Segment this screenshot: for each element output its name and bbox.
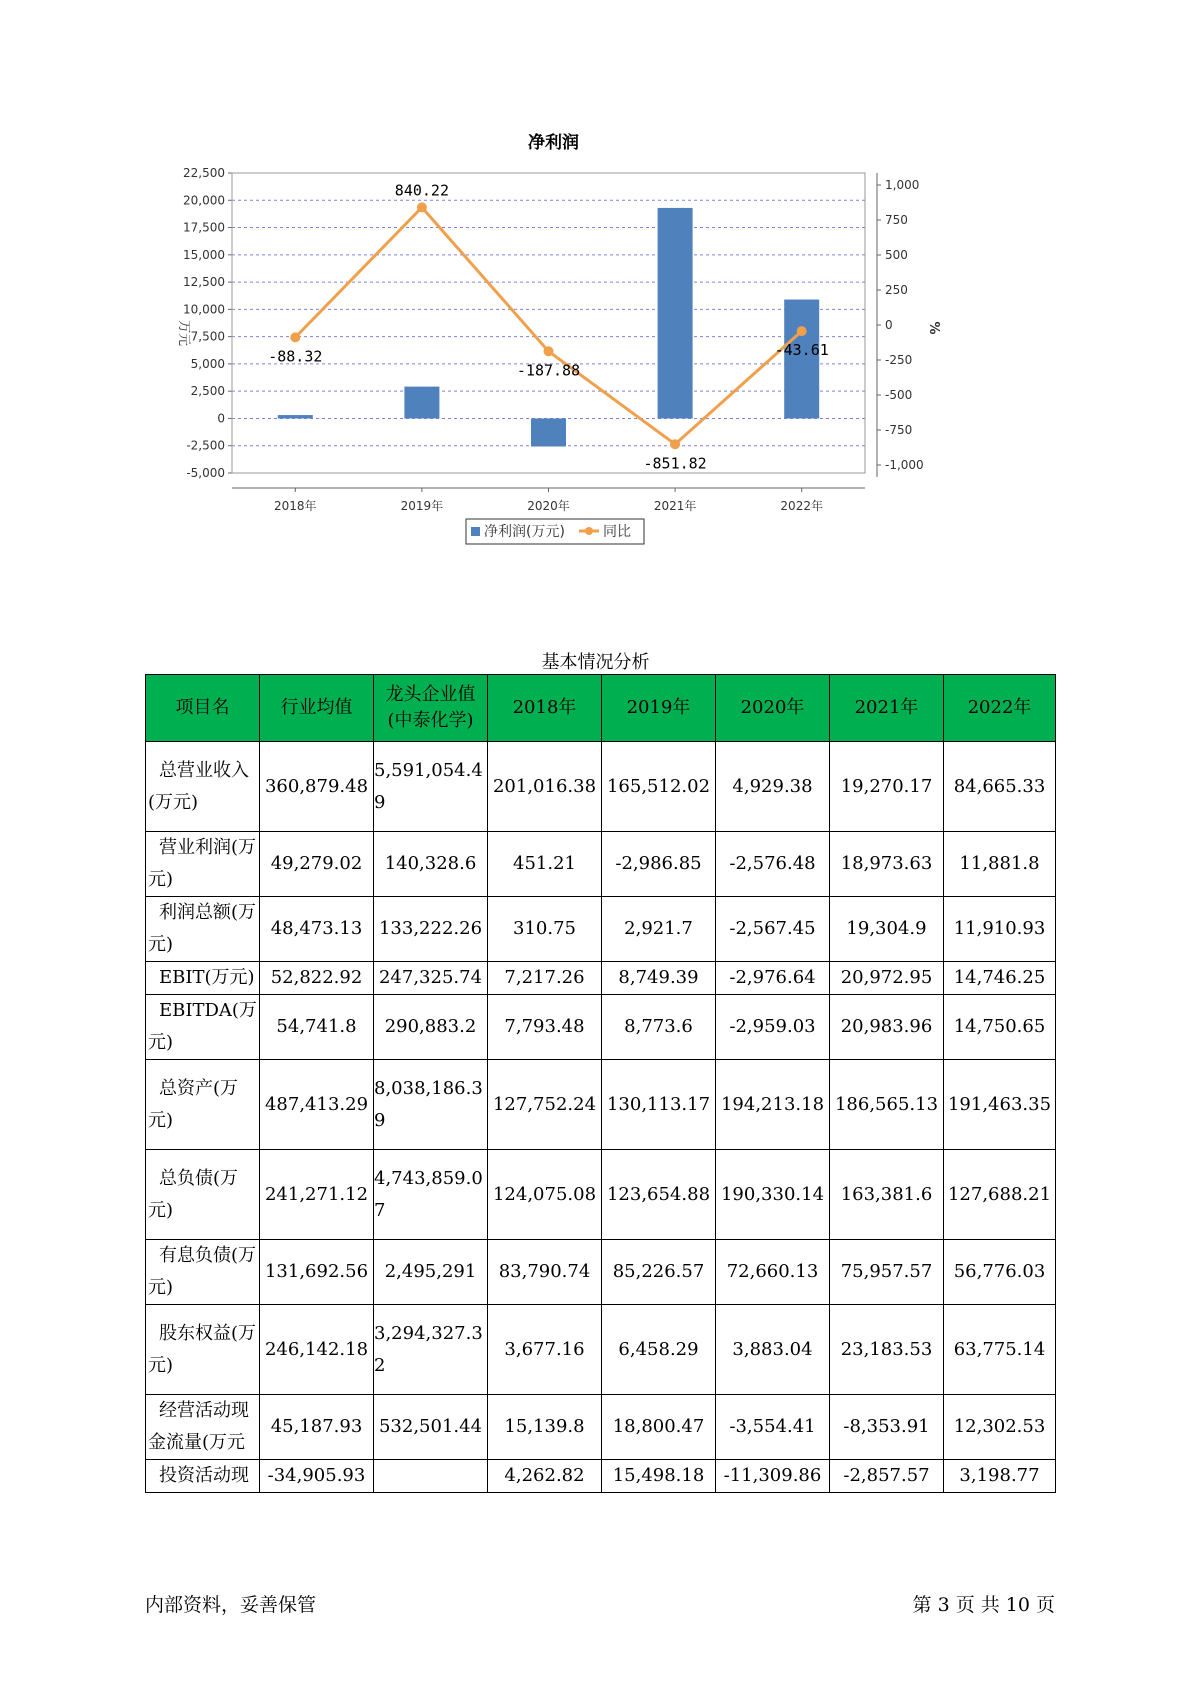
- y-tick-label-right: -750: [885, 423, 913, 437]
- table-row: [146, 1460, 1056, 1493]
- header-cell: 项目名: [146, 675, 260, 742]
- value-cell: 3,883.04: [716, 1305, 830, 1395]
- chart-canvas: [170, 125, 1030, 595]
- header-cell: 2020年: [716, 675, 830, 742]
- row-label-cell: 总负债(万元): [146, 1150, 260, 1240]
- y-tick-label-left: 15,000: [183, 247, 225, 262]
- y-tick-label-right: 1,000: [885, 178, 920, 192]
- value-cell: -2,857.57: [830, 1460, 944, 1493]
- value-cell: 194,213.18: [716, 1060, 830, 1150]
- value-cell: 75,957.57: [830, 1240, 944, 1305]
- value-cell: 532,501.44: [374, 1395, 488, 1460]
- y-axis-title-right: %: [926, 321, 941, 335]
- value-cell: 6,458.29: [602, 1305, 716, 1395]
- y-tick-label-left: 17,500: [183, 220, 225, 235]
- value-cell: 247,325.74: [374, 962, 488, 995]
- value-cell: 127,752.24: [488, 1060, 602, 1150]
- y-tick-label-right: -250: [885, 353, 913, 367]
- header-cell: 行业均值: [260, 675, 374, 742]
- value-cell: 54,741.8: [260, 995, 374, 1060]
- row-label-cell: EBITDA(万元): [146, 995, 260, 1060]
- y-tick-label-right: 0: [885, 318, 893, 332]
- value-cell: -2,959.03: [716, 995, 830, 1060]
- value-cell: 3,677.16: [488, 1305, 602, 1395]
- y-tick-label-right: 250: [885, 283, 908, 297]
- value-cell: 124,075.08: [488, 1150, 602, 1240]
- value-cell: 8,773.6: [602, 995, 716, 1060]
- yoy-line: [295, 207, 801, 444]
- value-cell: 140,328.6: [374, 832, 488, 897]
- bar: [404, 387, 439, 419]
- value-cell: 15,139.8: [488, 1395, 602, 1460]
- value-cell: 4,743,859.07: [374, 1150, 488, 1240]
- row-label-cell: 投资活动现: [146, 1460, 260, 1493]
- table-row: [146, 1305, 1056, 1395]
- footer-confidential-note: 内部资料，妥善保管: [145, 1594, 317, 1616]
- value-cell: 241,271.12: [260, 1150, 374, 1240]
- row-label-cell: 经营活动现金流量(万元: [146, 1395, 260, 1460]
- value-cell: 190,330.14: [716, 1150, 830, 1240]
- data-label: -851.82: [643, 454, 707, 473]
- value-cell: -34,905.93: [260, 1460, 374, 1493]
- value-cell: 23,183.53: [830, 1305, 944, 1395]
- value-cell: 7,793.48: [488, 995, 602, 1060]
- table-header-row: [146, 675, 1056, 742]
- value-cell: 15,498.18: [602, 1460, 716, 1493]
- table-row: [146, 1060, 1056, 1150]
- value-cell: -11,309.86: [716, 1460, 830, 1493]
- header-cell: 2018年: [488, 675, 602, 742]
- footer-page-number: 第 3 页 共 10 页: [912, 1594, 1055, 1616]
- y-tick-label-right: -500: [885, 388, 913, 402]
- value-cell: 127,688.21: [944, 1150, 1056, 1240]
- value-cell: 45,187.93: [260, 1395, 374, 1460]
- value-cell: 3,294,327.32: [374, 1305, 488, 1395]
- value-cell: 4,262.82: [488, 1460, 602, 1493]
- y-tick-label-left: 20,000: [183, 193, 225, 208]
- value-cell: 19,270.17: [830, 742, 944, 832]
- value-cell: 18,800.47: [602, 1395, 716, 1460]
- bar: [658, 208, 693, 419]
- table-row: [146, 1150, 1056, 1240]
- table-row: [146, 995, 1056, 1060]
- value-cell: -2,986.85: [602, 832, 716, 897]
- value-cell: -3,554.41: [716, 1395, 830, 1460]
- value-cell: 83,790.74: [488, 1240, 602, 1305]
- value-cell: 487,413.29: [260, 1060, 374, 1150]
- header-cell: 2021年: [830, 675, 944, 742]
- row-label-cell: 营业利润(万元): [146, 832, 260, 897]
- value-cell: 56,776.03: [944, 1240, 1056, 1305]
- value-cell: -2,976.64: [716, 962, 830, 995]
- value-cell: 8,038,186.39: [374, 1060, 488, 1150]
- value-cell: 7,217.26: [488, 962, 602, 995]
- yoy-point: [797, 326, 807, 336]
- value-cell: 72,660.13: [716, 1240, 830, 1305]
- table-row: [146, 742, 1056, 832]
- net-profit-chart: [170, 125, 1030, 595]
- row-label-cell: EBIT(万元): [146, 962, 260, 995]
- value-cell: 8,749.39: [602, 962, 716, 995]
- value-cell: -2,567.45: [716, 897, 830, 962]
- header-cell: 2022年: [944, 675, 1056, 742]
- value-cell: 2,921.7: [602, 897, 716, 962]
- row-label-cell: 总营业收入(万元): [146, 742, 260, 832]
- x-tick-label: 2022年: [780, 499, 823, 513]
- value-cell: 49,279.02: [260, 832, 374, 897]
- value-cell: 84,665.33: [944, 742, 1056, 832]
- yoy-point: [670, 439, 680, 449]
- value-cell: -8,353.91: [830, 1395, 944, 1460]
- data-label: 840.22: [394, 181, 449, 200]
- value-cell: 123,654.88: [602, 1150, 716, 1240]
- value-cell: 14,746.25: [944, 962, 1056, 995]
- value-cell: 12,302.53: [944, 1395, 1056, 1460]
- yoy-point: [544, 346, 554, 356]
- value-cell: 451.21: [488, 832, 602, 897]
- table-row: [146, 962, 1056, 995]
- row-label-cell: 有息负债(万元): [146, 1240, 260, 1305]
- data-label: -88.32: [268, 347, 323, 366]
- row-label-cell: 利润总额(万元): [146, 897, 260, 962]
- value-cell: 360,879.48: [260, 742, 374, 832]
- basic-analysis-table: [145, 674, 1056, 1493]
- value-cell: 246,142.18: [260, 1305, 374, 1395]
- value-cell: 163,381.6: [830, 1150, 944, 1240]
- header-cell: 2019年: [602, 675, 716, 742]
- value-cell: 63,775.14: [944, 1305, 1056, 1395]
- chart-title: 净利润: [528, 133, 579, 153]
- value-cell: 131,692.56: [260, 1240, 374, 1305]
- value-cell: 165,512.02: [602, 742, 716, 832]
- value-cell: 14,750.65: [944, 995, 1056, 1060]
- value-cell: 201,016.38: [488, 742, 602, 832]
- data-label: -187.88: [516, 361, 581, 380]
- y-tick-label-left: 22,500: [183, 166, 225, 180]
- bar: [531, 418, 566, 446]
- table-row: [146, 832, 1056, 897]
- x-tick-label: 2019年: [400, 499, 444, 513]
- yoy-point: [290, 332, 300, 342]
- y-tick-label-left: 7,500: [190, 329, 225, 344]
- legend-label-yoy: 同比: [603, 524, 631, 540]
- y-tick-label-right: 750: [885, 213, 908, 227]
- y-tick-label-right: -1,000: [885, 458, 924, 472]
- y-tick-label-left: 10,000: [183, 302, 225, 317]
- table-row: [146, 897, 1056, 962]
- value-cell: 18,973.63: [830, 832, 944, 897]
- bar: [278, 415, 313, 418]
- y-tick-label-left: 2,500: [190, 384, 225, 399]
- x-tick-label: 2020年: [527, 499, 570, 513]
- value-cell: 133,222.26: [374, 897, 488, 962]
- legend-bar-swatch: [471, 527, 480, 536]
- value-cell: 310.75: [488, 897, 602, 962]
- y-tick-label-left: 12,500: [183, 275, 225, 290]
- y-tick-label-left: -5,000: [186, 466, 225, 480]
- y-tick-label-left: -2,500: [186, 438, 225, 453]
- value-cell: 191,463.35: [944, 1060, 1056, 1150]
- value-cell: [374, 1460, 488, 1493]
- data-label: -43.61: [774, 341, 829, 360]
- y-axis-title-left: 万元: [176, 319, 191, 347]
- x-tick-label: 2018年: [274, 499, 317, 513]
- row-label-cell: 总资产(万元): [146, 1060, 260, 1150]
- value-cell: 19,304.9: [830, 897, 944, 962]
- y-tick-label-right: 500: [885, 248, 908, 262]
- table-row: [146, 1395, 1056, 1460]
- value-cell: 11,910.93: [944, 897, 1056, 962]
- legend-label-net-profit: 净利润(万元): [484, 524, 565, 540]
- value-cell: 2,495,291: [374, 1240, 488, 1305]
- table-title: 基本情况分析: [541, 652, 650, 673]
- y-tick-label-left: 5,000: [190, 356, 225, 371]
- value-cell: 20,983.96: [830, 995, 944, 1060]
- legend-line-marker: [585, 527, 593, 535]
- y-tick-label-left: 0: [217, 411, 225, 426]
- header-cell: 龙头企业值(中泰化学): [374, 675, 488, 742]
- value-cell: 52,822.92: [260, 962, 374, 995]
- value-cell: 20,972.95: [830, 962, 944, 995]
- x-tick-label: 2021年: [653, 499, 697, 513]
- value-cell: 3,198.77: [944, 1460, 1056, 1493]
- value-cell: 186,565.13: [830, 1060, 944, 1150]
- value-cell: 11,881.8: [944, 832, 1056, 897]
- value-cell: 130,113.17: [602, 1060, 716, 1150]
- value-cell: 290,883.2: [374, 995, 488, 1060]
- table-row: [146, 1240, 1056, 1305]
- value-cell: 4,929.38: [716, 742, 830, 832]
- value-cell: -2,576.48: [716, 832, 830, 897]
- yoy-point: [417, 202, 427, 212]
- value-cell: 5,591,054.49: [374, 742, 488, 832]
- value-cell: 48,473.13: [260, 897, 374, 962]
- row-label-cell: 股东权益(万元): [146, 1305, 260, 1395]
- value-cell: 85,226.57: [602, 1240, 716, 1305]
